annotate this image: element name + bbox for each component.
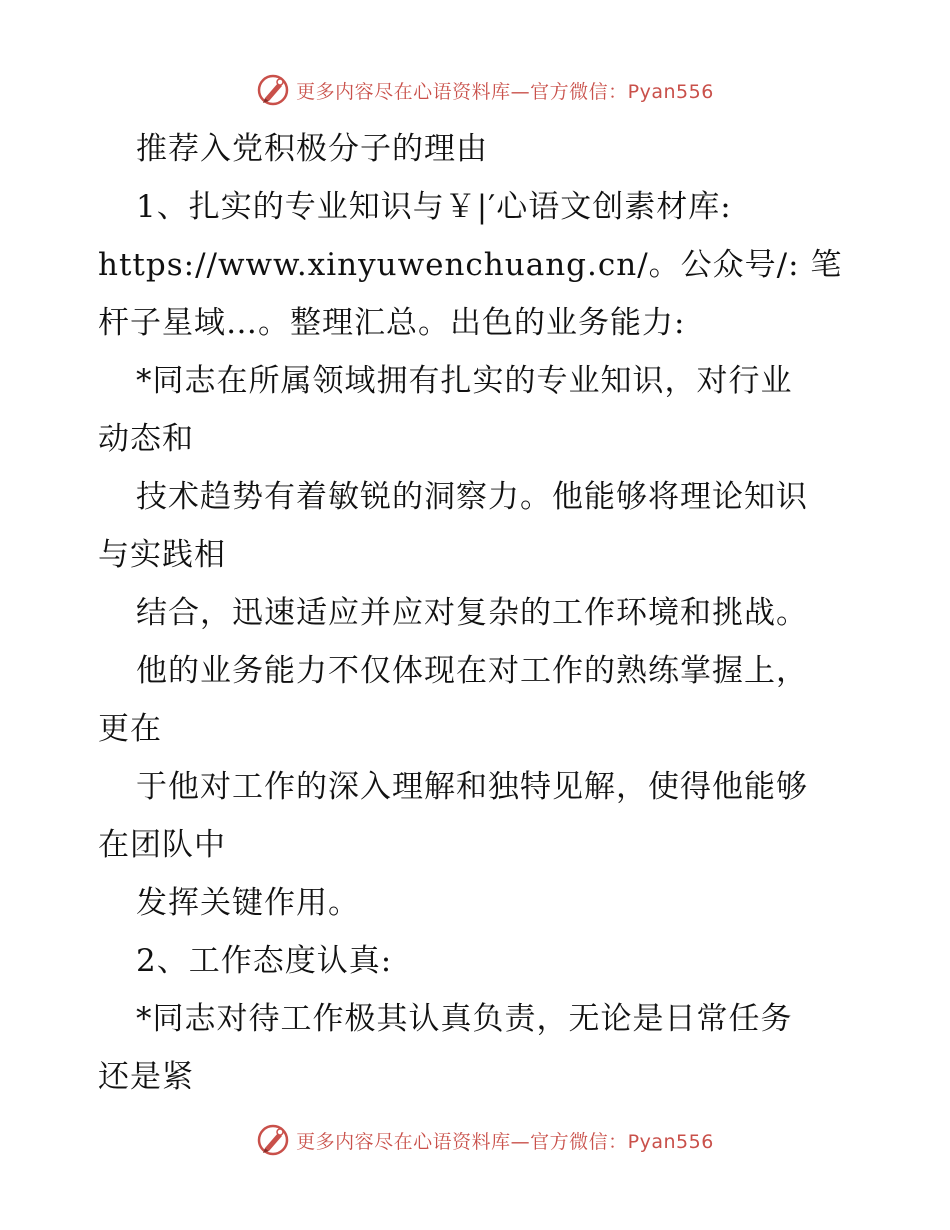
header-banner-text: 更多内容尽在心语资料库—官方微信：Pyan556: [296, 80, 714, 103]
doc-line: 2、工作态度认真:: [136, 943, 393, 979]
doc-line: 杆子星域…。整理汇总。出色的业务能力:: [98, 305, 686, 341]
header-banner-content: [256, 73, 714, 107]
footer-banner: [0, 1120, 950, 1160]
document-body: [98, 120, 858, 1106]
doc-line: 动态和: [98, 421, 194, 457]
doc-line: 与实践相: [98, 537, 226, 573]
doc-line: 1、扎实的专业知识与￥|′心语文创素材库:: [136, 189, 732, 225]
doc-title: 推荐入党积极分子的理由: [136, 131, 488, 167]
doc-line: https://www.xinyuwenchuang.cn/。公众号/: 笔: [98, 247, 843, 283]
doc-line: 发挥关键作用。: [136, 885, 360, 921]
doc-line: 在团队中: [98, 827, 226, 863]
doc-line: 他的业务能力不仅体现在对工作的熟练掌握上，: [136, 653, 808, 689]
doc-line: 更在: [98, 711, 162, 747]
doc-line: *同志在所属领域拥有扎实的专业知识，对行业: [136, 363, 793, 399]
doc-line: 技术趋势有着敏锐的洞察力。他能够将理论知识: [136, 479, 808, 515]
pen-logo-icon: [256, 73, 290, 107]
footer-banner-text: 更多内容尽在心语资料库—官方微信：Pyan556: [296, 1130, 714, 1153]
header-banner: [0, 70, 950, 110]
doc-line: 还是紧: [98, 1059, 194, 1095]
footer-banner-content: [256, 1123, 714, 1157]
doc-line: 于他对工作的深入理解和独特见解，使得他能够: [136, 769, 808, 805]
doc-line: *同志对待工作极其认真负责，无论是日常任务: [136, 1001, 793, 1037]
doc-line: 结合，迅速适应并应对复杂的工作环境和挑战。: [136, 595, 808, 631]
pen-logo-icon: [256, 1123, 290, 1157]
